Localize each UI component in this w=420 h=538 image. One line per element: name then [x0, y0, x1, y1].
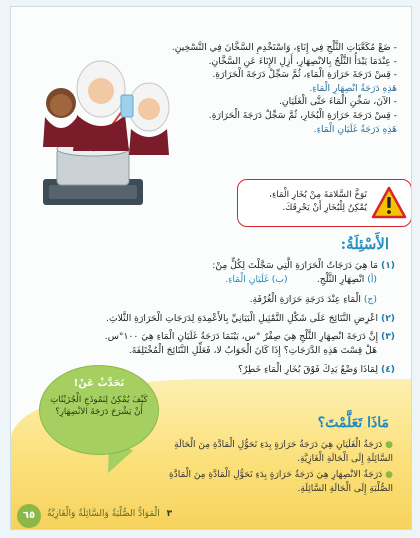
question-3-continued: هَلْ قِسْتَ هَذِهِ الدَّرَجَاتِ؟ إِذَا كَانَ الْجَوَابُ لا، فَعَلِّلِ النَّتَائِجَ الْمُخْتَلِفَةَ.	[128, 345, 377, 356]
what-you-learned-heading: مَاذَا تَعَلَّمْتَ؟	[317, 415, 389, 431]
question-1-parts-ab: (أ) انْصِهَارِ الثَّلْجِ. (ب) غَلَيَانِ الْمَاءِ.	[225, 274, 377, 285]
bubble-title: تَحَدَّثْ عَنْ!	[73, 378, 125, 389]
step-line: هَذِهِ دَرَجَةُ غَلَيَانِ الْمَاءِ.	[313, 123, 397, 135]
step-line: هَذِهِ دَرَجَةُ انْصِهَارِ الْمَاءِ.	[309, 82, 397, 94]
safety-warning-box	[237, 179, 412, 227]
question-2: (٢) اعْرِضِ النَّتَائِجَ عَلَى شَكْلِ التَّمْثِيلِ الْبَيَانِيِّ بِالأَعْمِدَةِ لِدَرَجَاتِ الْحَرَارَةِ الثَّلاثِ.	[106, 313, 395, 324]
bubble-text: كَيْفَ يُمْكِنُ لِنَمُوذَجِ الْجُزَيْئَاتِ أَنْ يَشْرَحَ دَرَجَةَ الانْصِهَارِ؟	[50, 395, 148, 417]
step-line: - عِنْدَمَا يَبْدَأُ الثَّلْجُ بِالانْصِهَارِ، أَزِلِ الإِنَاءَ عَنِ السَّخَّانِ.	[208, 55, 397, 67]
question-1-part-c: (ج) الْمَاءِ عِنْدَ دَرَجَةِ حَرَارَةِ الْغُرْفَةِ.	[249, 294, 377, 305]
page-footer	[11, 499, 412, 530]
warning-text: تَوَخَّ السَّلامَةَ مِنْ بُخَارِ الْمَاءِ، يُمْكِنُ لِلْبُخَارِ أَنْ يَحْرِقَكَ.	[269, 190, 367, 213]
question-3: (٣) إِنَّ دَرَجَةَ انْصِهَارِ الثَّلْجِ هِيَ صِفْرٌ °س، بَيْنَمَا دَرَجَةُ غَلَيَانِ الْمَاءِ هِيَ ١٠٠°س.	[104, 331, 395, 342]
page-number: ٦٥	[17, 504, 41, 528]
step-line: - قِسْ دَرَجَةَ حَرَارَةِ الْبُخَارِ، ثُمَّ سَجِّلْ دَرَجَةَ الْحَرَارَةِ.	[208, 109, 397, 121]
question-4: (٤) لِمَاذَا وَضْعُ يَدِكَ فَوْقَ بُخَارِ الْمَاءِ خَطِرٌ؟	[237, 364, 395, 375]
step-line: - الآنَ، سَخِّنِ الْمَاءَ حَتَّى الْغَلَيَانِ.	[278, 96, 397, 108]
talk-about-bubble	[39, 365, 159, 455]
warning-triangle-icon	[371, 185, 407, 221]
step-line: - قِسْ دَرَجَةَ حَرَارَةِ الْمَاءِ، ثُمَّ سَجِّلْ دَرَجَةَ الْحَرَارَةِ.	[212, 69, 397, 81]
question-1: (١) مَا هِيَ دَرَجَاتُ الْحَرَارَةِ الَّتِي سَجَّلْتَ لِكُلٍّ مِنْ:	[212, 260, 395, 271]
learned-point-2: ● دَرَجَةُ الانْصِهَارِ هِيَ دَرَجَةُ حَرَارَةٍ بِدَءِ تَحَوُّلِ الْمَادَّةِ مِنَ الْمَادَّةِ الصُّلْبَةِ إِلَى الْحَالَةِ السَّائِلَةِ.	[169, 470, 393, 494]
experiment-steps	[137, 41, 397, 136]
learned-point-1: ● دَرَجَةُ الْغَلَيَانِ هِيَ دَرَجَةُ حَرَارَةٍ بِدَءِ تَحَوُّلِ الْمَادَّةِ مِنَ الْحَالَةِ السَّائِلَةِ إِلَى الْحَالَةِ الْغَازِيَّةِ.	[174, 440, 393, 464]
textbook-page	[10, 6, 412, 530]
unit-title: ٣ الْمَوَادُّ الصُّلْبَةُ وَالسَّائِلَةُ وَالْغَازِيَّةُ	[47, 509, 173, 519]
questions-heading: الأَسْئِلَةُ:	[340, 235, 389, 253]
step-line: - ضَعْ مُكَعَّبَاتِ الثَّلْجِ فِي إِنَاءٍ، وَاسْتَخْدِمِ السَّخَّانَ فِي التَّسْخِينِ.	[171, 42, 397, 53]
